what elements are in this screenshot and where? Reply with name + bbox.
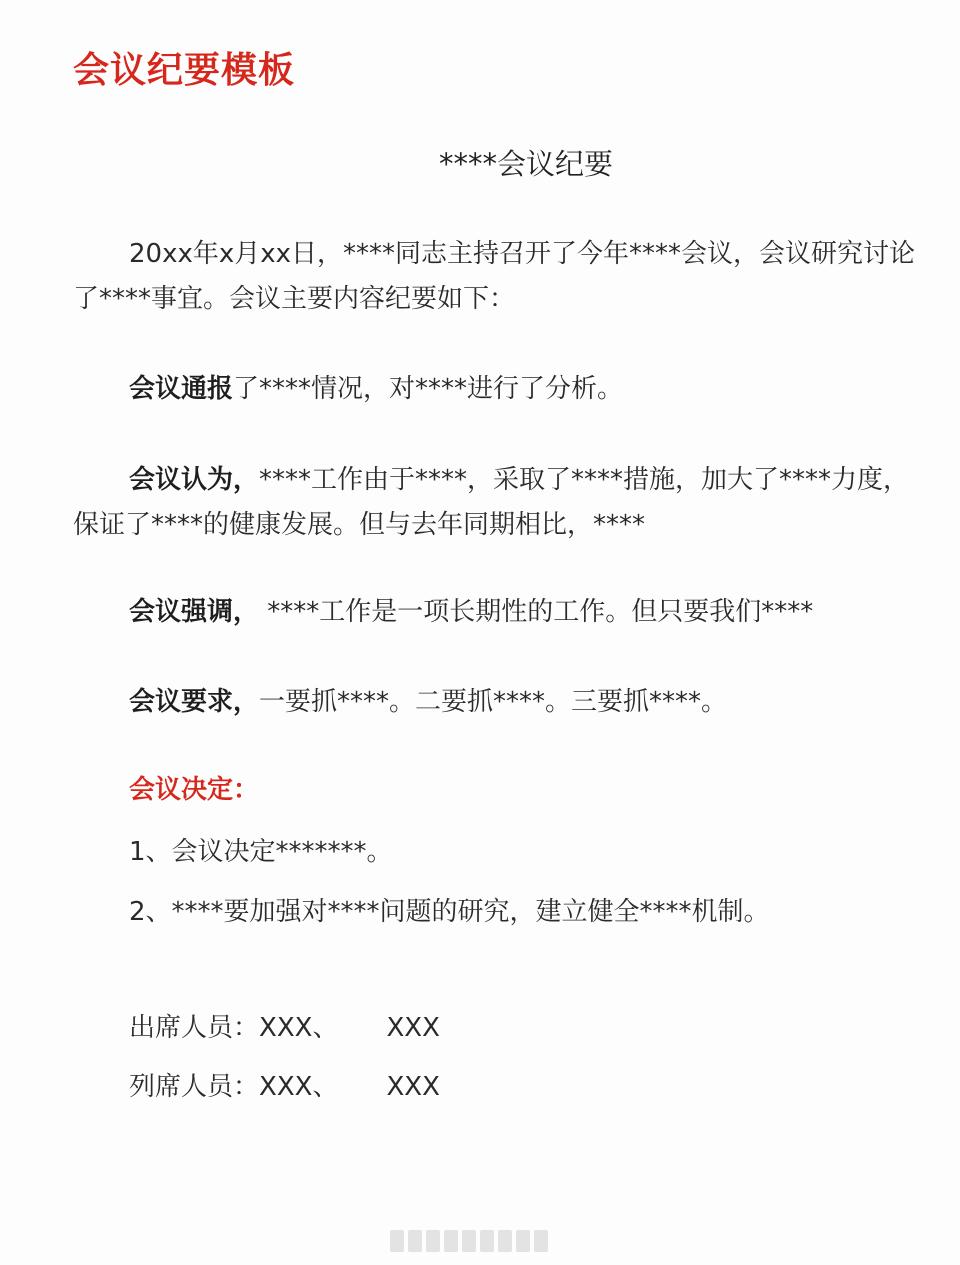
decision-heading: 会议决定： <box>129 775 260 805</box>
opinion-text: ****工作由于****，采取了****措施，加大了****力度，保证了****的健康发展。但与去年同期相比，**** <box>73 465 910 540</box>
intro-paragraph: 20xx年x月xx日，****同志主持召开了今年****会议，会议研究讨论了****事宜。会议主要内容纪要如下： <box>73 239 916 314</box>
opinion-lead: 会议认为， <box>129 465 260 495</box>
observers-label: 列席人员： <box>129 1072 260 1102</box>
report-lead: 会议通报 <box>129 374 234 404</box>
decision-item-2: 2、****要加强对****问题的研究，建立健全****机制。 <box>129 897 770 927</box>
observer-2: XXX <box>386 1072 440 1102</box>
opinion-paragraph <box>73 458 923 548</box>
requirement-lead: 会议要求， <box>129 687 260 717</box>
emphasis-lead: 会议强调， <box>129 597 260 627</box>
report-text: 了****情况，对****进行了分析。 <box>233 374 624 404</box>
template-title: 会议纪要模板 <box>73 50 296 91</box>
attendees-label: 出席人员： <box>129 1013 260 1043</box>
minutes-title: ****会议纪要 <box>438 147 613 181</box>
emphasis-text: ****工作是一项长期性的工作。但只要我们**** <box>267 597 814 627</box>
observer-1: XXX、 <box>259 1072 339 1102</box>
observers-line <box>129 1067 440 1107</box>
emphasis-paragraph <box>73 590 923 635</box>
attendees-line <box>129 1008 440 1048</box>
attendee-2: XXX <box>386 1013 440 1043</box>
attendee-1: XXX、 <box>259 1013 339 1043</box>
requirement-paragraph <box>73 680 923 725</box>
watermark <box>390 1228 548 1254</box>
requirement-text: 一要抓****。二要抓****。三要抓****。 <box>259 687 728 717</box>
watermark-mark <box>390 1230 404 1252</box>
decision-item-1: 1、会议决定*******。 <box>129 837 393 867</box>
report-paragraph <box>73 367 923 412</box>
